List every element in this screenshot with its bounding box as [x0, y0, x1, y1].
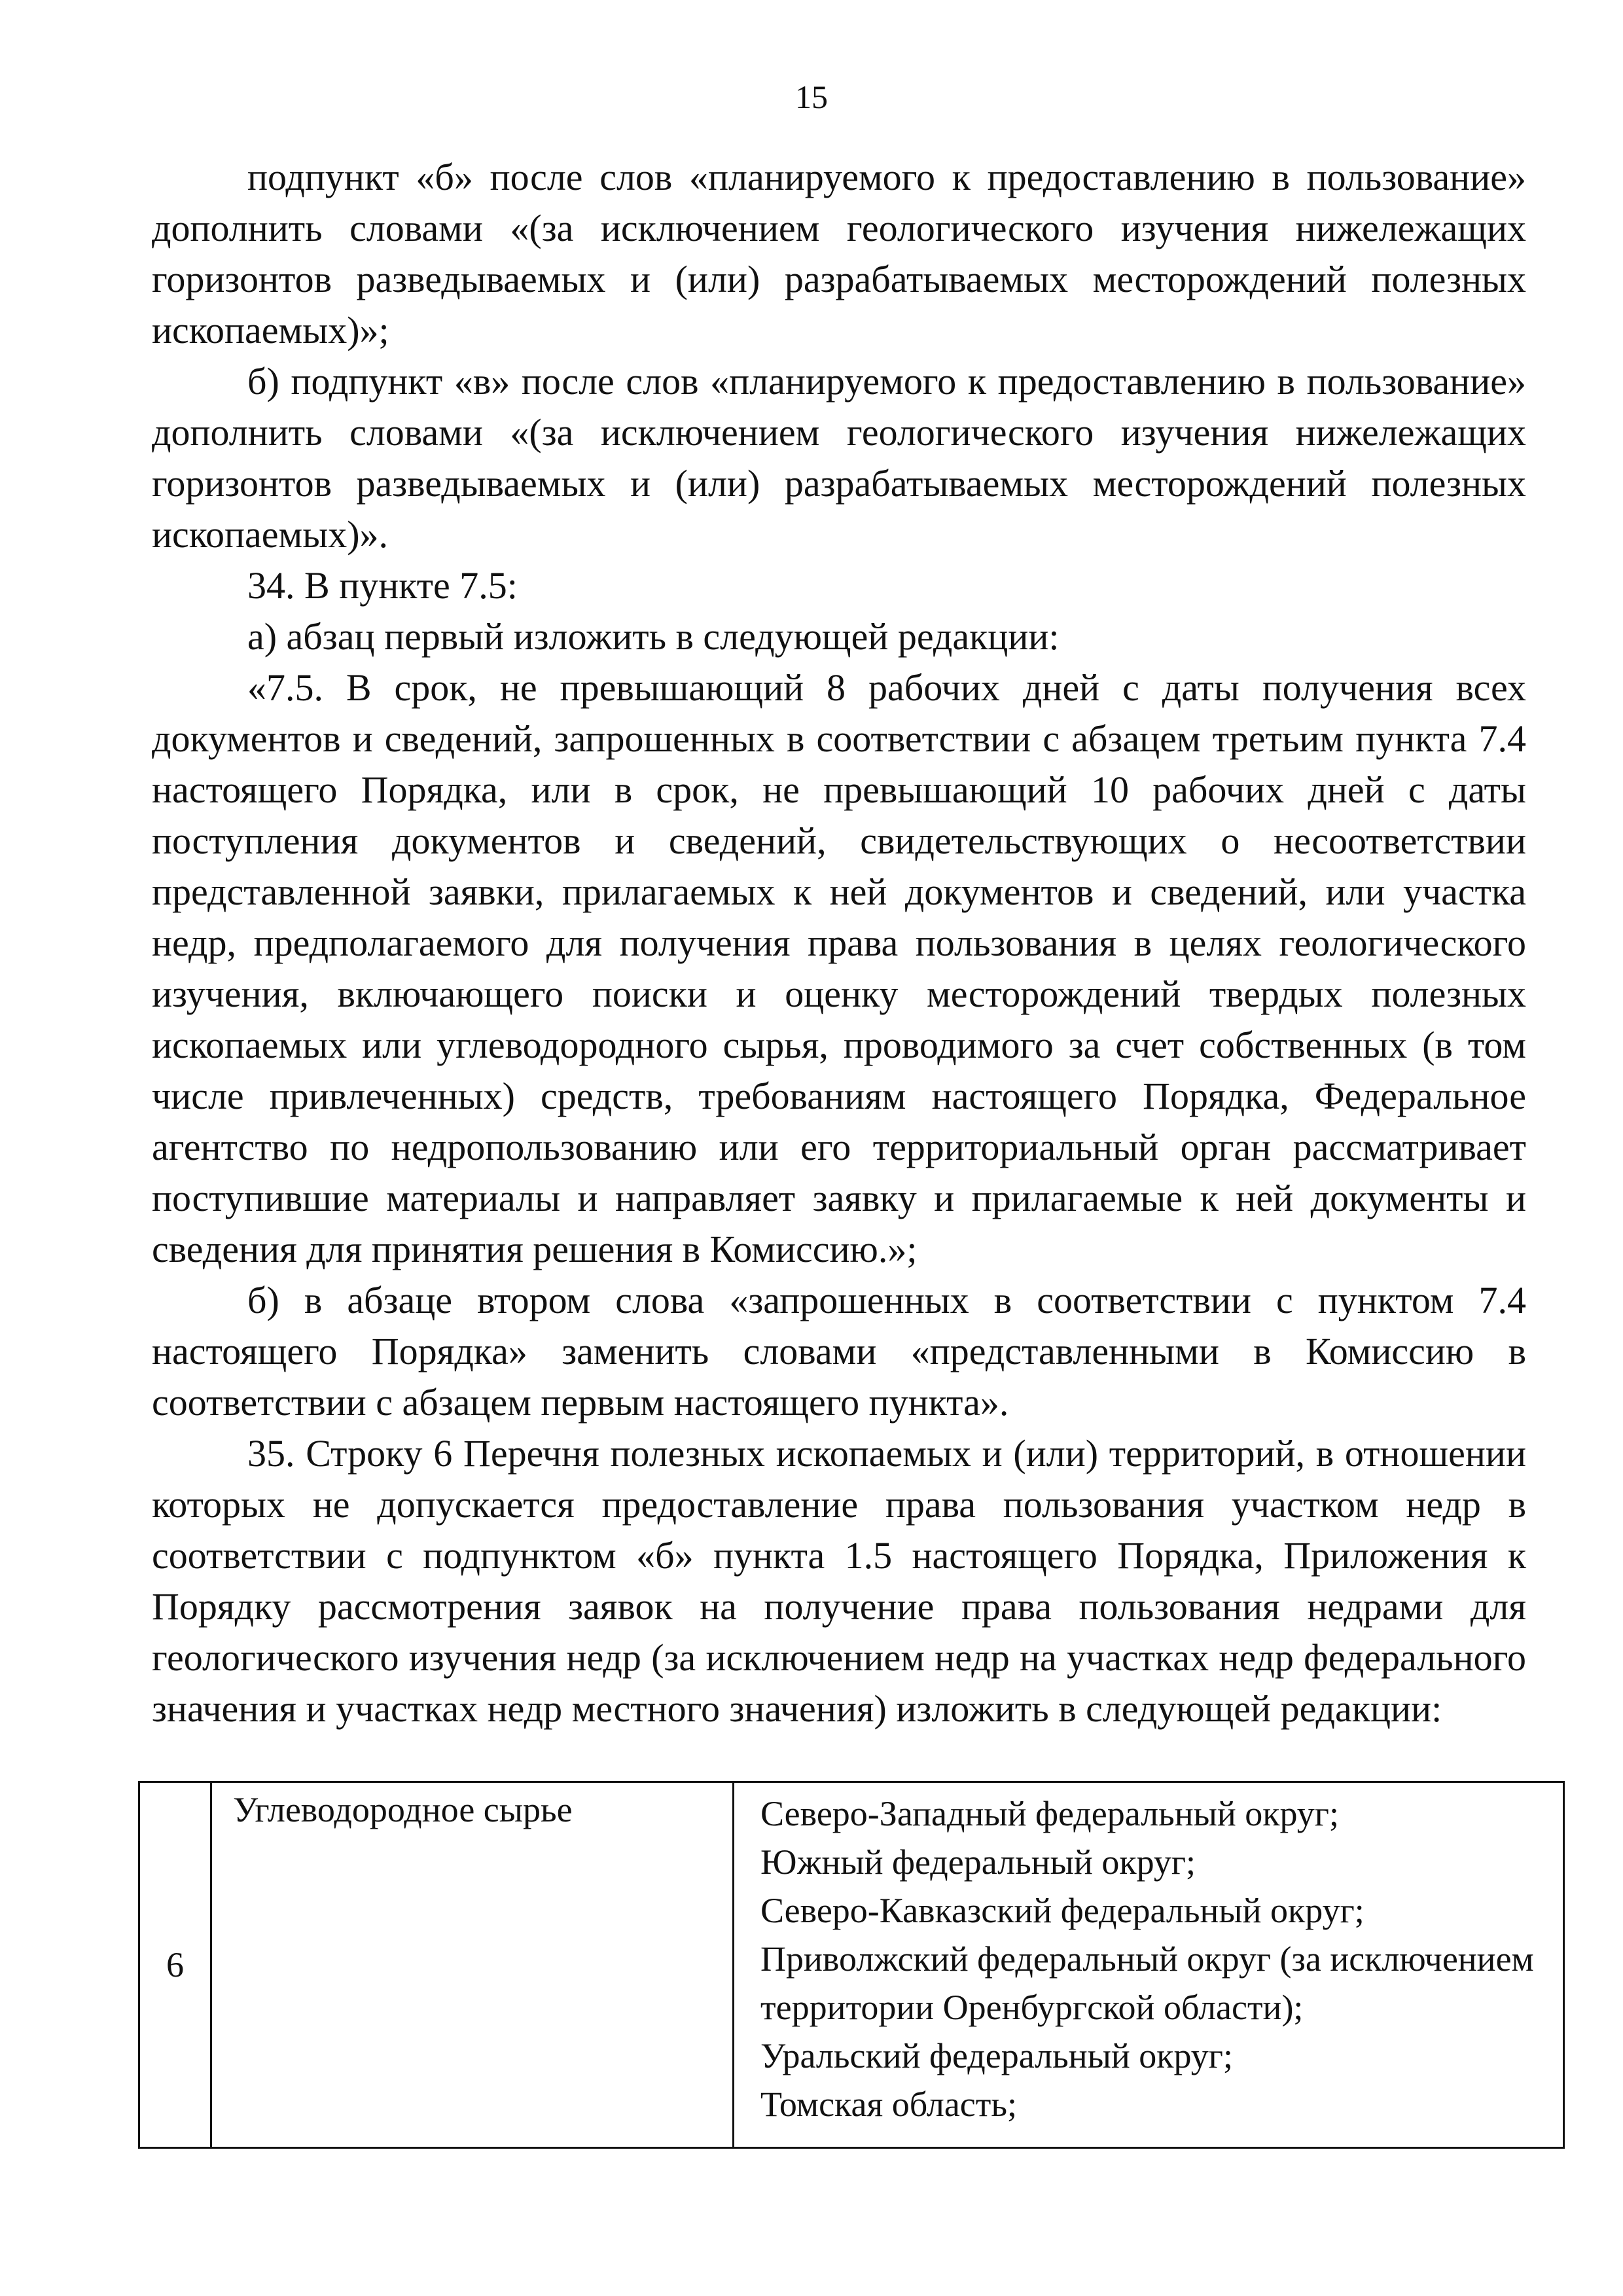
table-regions-cell [734, 1782, 1564, 2148]
paragraph-subpoint-b-addition: подпункт «б» после слов «планируемого к предоставлению в пользование» дополнить словами «(за исключением геологического изучения нижележащих горизонтов разведываемых и (или) разрабатываемых месторождений полезных ископаемых)»; [152, 156, 1526, 351]
paragraph-item-34-a: а) абзац первый изложить в следующей редакции: [247, 615, 1060, 658]
region-list-item: Северо-Кавказский федеральный округ; [760, 1891, 1364, 1930]
paragraph-item-34-heading: 34. В пункте 7.5: [247, 564, 518, 607]
table-resource-cell: Углеводородное сырье [211, 1782, 734, 2148]
document-body [152, 152, 1526, 1734]
region-list-item: Южный федеральный округ; [760, 1842, 1196, 1882]
paragraph-item-34-b: б) в абзаце втором слова «запрошенных в соответствии с пунктом 7.4 настоящего Порядка» заменить словами «представленными в Комиссию в соответствии с абзацем первым настоящего пункта». [152, 1279, 1526, 1424]
region-list-item: Томская область; [760, 2085, 1018, 2124]
paragraph-item-35: 35. Строку 6 Перечня полезных ископаемых и (или) территорий, в отношении которых не допускается предоставление права пользования участком недр в соответствии с подпунктом «б» пункта 1.5 настоящего Порядка, Приложения к Порядку рассмотрения заявок на получение права пользования недрами для геологического изучения недр (за исключением недр на участках недр федерального значения и участках недр местного значения) изложить в следующей редакции: [152, 1432, 1526, 1730]
table-row [139, 1782, 1564, 2148]
page-number: 15 [795, 79, 828, 115]
region-list-item: Северо-Западный федеральный округ; [760, 1794, 1339, 1833]
table-row-number: 6 [139, 1782, 211, 2148]
paragraph-subpoint-v-addition: б) подпункт «в» после слов «планируемого к предоставлению в пользование» дополнить словами «(за исключением геологического изучения нижележащих горизонтов разведываемых и (или) разрабатываемых месторождений полезных ископаемых)». [152, 360, 1526, 556]
region-list-item: Уральский федеральный округ; [760, 2036, 1233, 2075]
paragraph-item-7-5-new-text: «7.5. В срок, не превышающий 8 рабочих дней с даты получения всех документов и сведений, запрошенных в соответствии с абзацем третьим пункта 7.4 настоящего Порядка, или в срок, не превышающий 10 рабочих дней с даты поступления документов и сведений, свидетельствующих о несоответствии представленной заявки, прилагаемых к ней документов и сведений, или участка недр, предполагаемого для получения права пользования в целях геологического изучения, включающего поиски и оценку месторождений твердых полезных ископаемых или углеводородного сырья, проводимого за счет собственных (в том числе привлеченных) средств, требованиям настоящего Порядка, Федеральное агентство по недропользованию или его территориальный орган рассматривает поступившие материалы и направляет заявку и прилагаемые к ней документы и сведения для принятия решения в Комиссию.»; [152, 666, 1526, 1270]
territories-table [138, 1781, 1565, 2149]
region-list-item: Приволжский федеральный округ (за исключением территории Оренбургской области); [760, 1939, 1534, 2027]
